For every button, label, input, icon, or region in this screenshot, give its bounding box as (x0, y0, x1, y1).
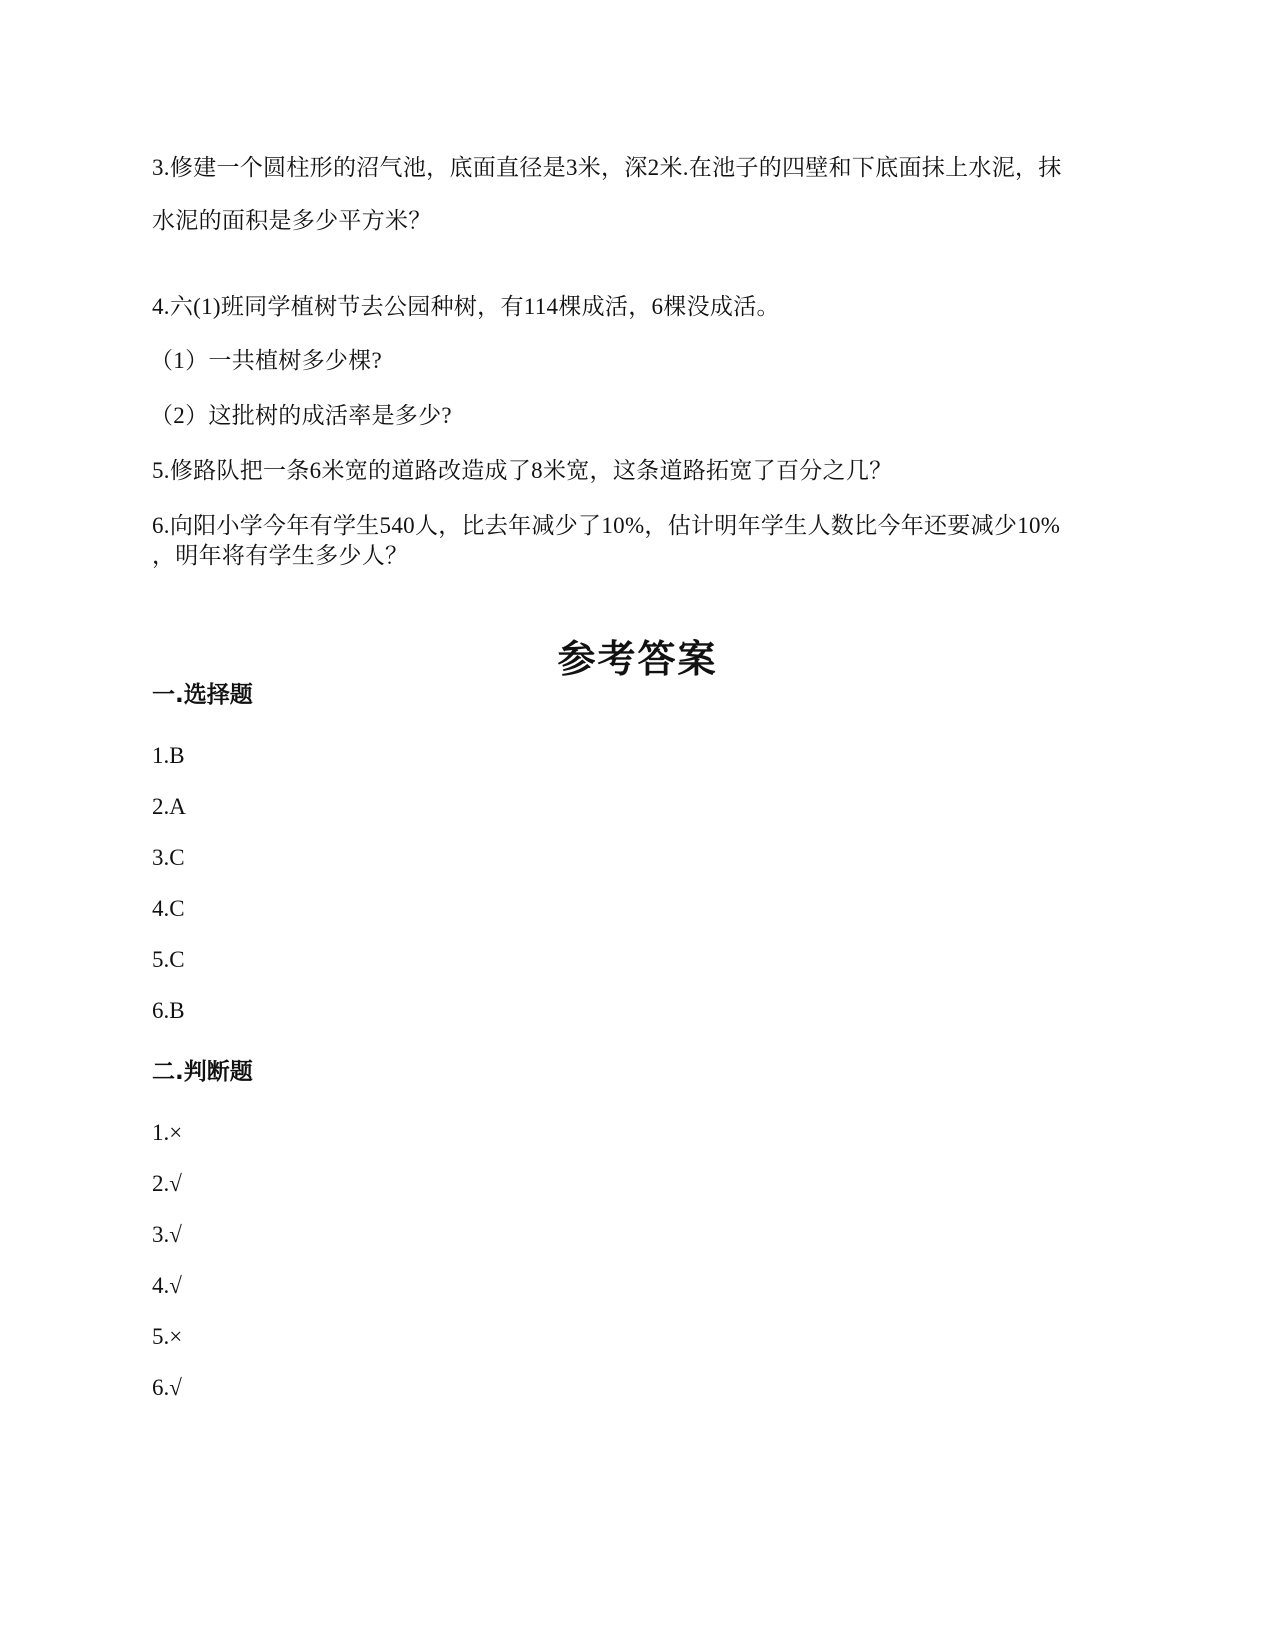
answer-item: 4.C (152, 896, 185, 921)
answer-item: 4.√ (152, 1273, 182, 1298)
answer-item: 2.A (152, 794, 186, 819)
question-5: 5.修路队把一条6米宽的道路改造成了8米宽，这条道路拓宽了百分之几？ (152, 458, 893, 483)
answer-item: 2.√ (152, 1171, 182, 1196)
answer-item: 3.√ (152, 1222, 182, 1247)
answer-item: 1.× (152, 1120, 183, 1145)
question-4-line-1: 4.六(1)班同学植树节去公园种树，有114棵成活，6棵没成活。 (152, 294, 780, 319)
section-heading-choice: 一.选择题 (152, 682, 253, 708)
question-3-line-1: 3.修建一个圆柱形的沼气池，底面直径是3米，深2米.在池子的四壁和下底面抹上水泥，抹 (152, 155, 1062, 180)
section-heading-judgement: 二.判断题 (152, 1059, 253, 1085)
question-4-sub-2: （2）这批树的成活率是多少? (150, 403, 452, 428)
answer-item: 3.C (152, 845, 185, 870)
answers-title: 参考答案 (557, 637, 718, 681)
answer-item: 6.√ (152, 1375, 182, 1400)
question-4-sub-1: （1）一共植树多少棵? (150, 348, 383, 373)
answer-item: 5.C (152, 947, 185, 972)
question-6-line-1: 6.向阳小学今年有学生540人，比去年减少了10%，估计明年学生人数比今年还要减少10% (152, 513, 1061, 538)
answer-item: 6.B (152, 998, 185, 1023)
question-3-line-2: 水泥的面积是多少平方米？ (152, 208, 432, 233)
question-6-line-2: ，明年将有学生多少人？ (152, 543, 409, 568)
answer-item: 5.× (152, 1324, 183, 1349)
answer-item: 1.B (152, 743, 185, 768)
